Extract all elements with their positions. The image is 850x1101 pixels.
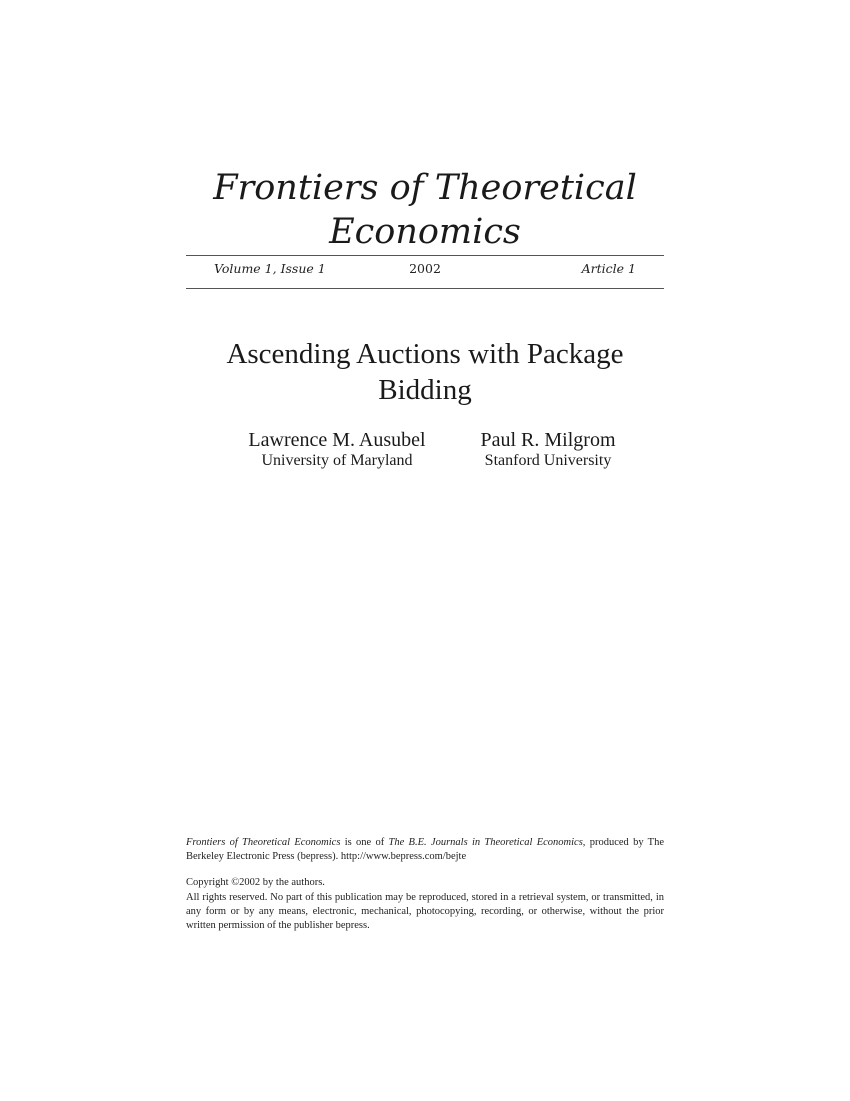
author-name: Paul R. Milgrom	[480, 429, 616, 451]
publisher-statement	[186, 836, 664, 864]
author-affiliation: Stanford University	[484, 452, 612, 469]
author-block	[218, 428, 456, 470]
header-rule-top	[186, 255, 664, 256]
copyright-line: Copyright ©2002 by the authors.	[186, 877, 325, 888]
footer-text: is one of	[340, 837, 389, 848]
publication-year: 2002	[409, 261, 441, 276]
author-affiliation: University of Maryland	[261, 452, 413, 469]
footer-notice	[186, 836, 664, 933]
header-rule-bottom	[186, 288, 664, 289]
author-name: Lawrence M. Ausubel	[248, 429, 426, 451]
article-title: Ascending Auctions with Package Bidding	[226, 338, 624, 406]
article-number: Article 1	[581, 261, 636, 276]
footer-journals-name: The B.E. Journals in Theoretical Economics	[388, 837, 583, 848]
journal-title: Frontiers of Theoretical Economics	[213, 168, 637, 252]
footer-text: , produced by The Berkeley Electronic Press (bepress). http://www.bepress.com/bejte	[186, 837, 664, 862]
rights-statement: All rights reserved. No part of this publication may be reproduced, stored in a retrieval system, or transmitted, in any form or by any means, electronic, mechanical, photocopying, recording, or otherwise, without the prior written permission of the publisher bepress.	[186, 892, 664, 931]
volume-issue: Volume 1, Issue 1	[214, 261, 326, 276]
footer-journal-name: Frontiers of Theoretical Economics	[186, 837, 341, 848]
author-block	[456, 428, 640, 470]
